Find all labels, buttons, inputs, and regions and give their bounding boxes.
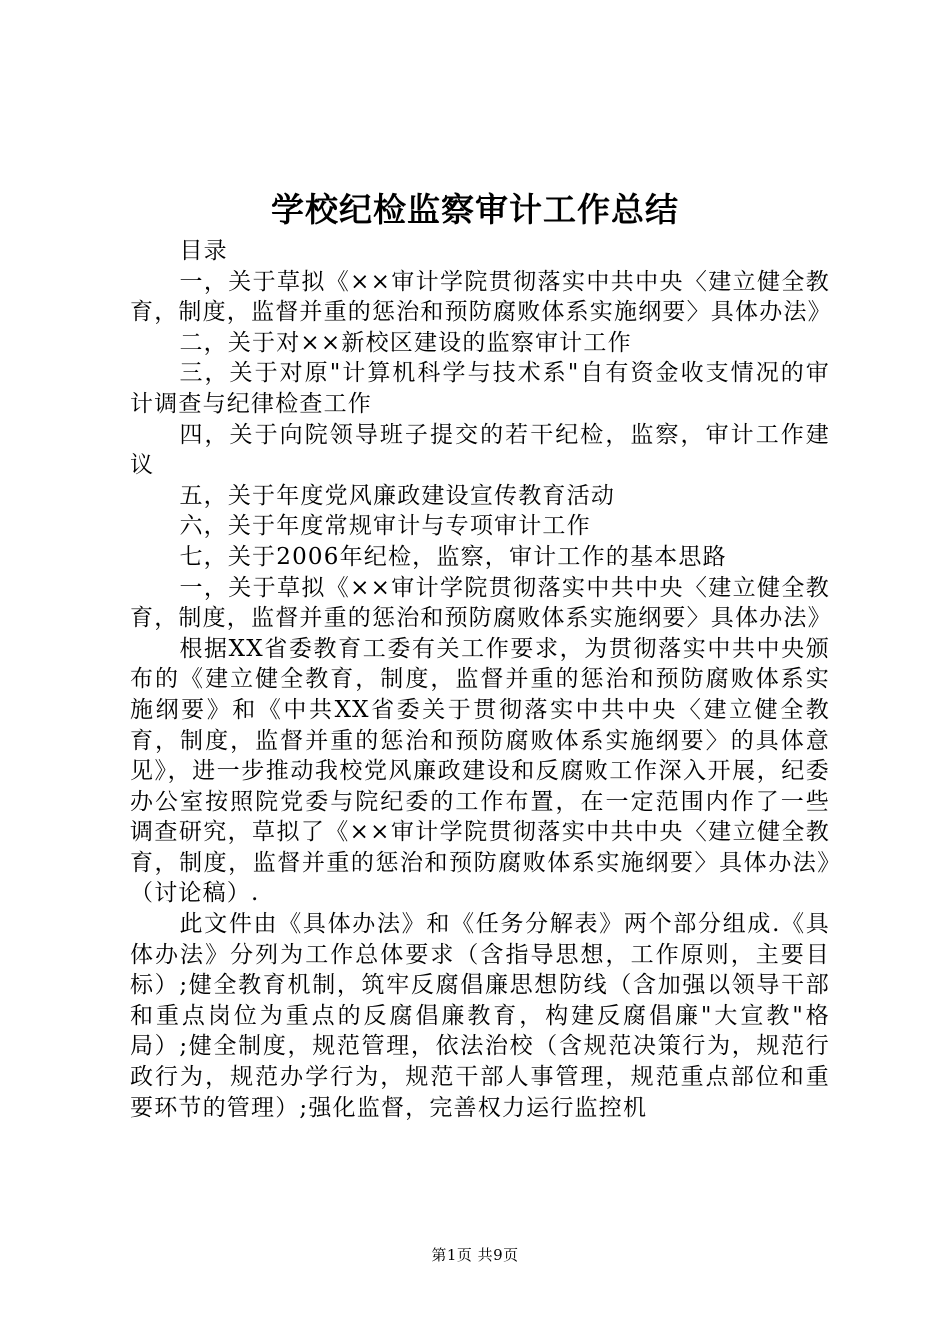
toc-item-5: 五，关于年度党风廉政建设宣传教育活动 bbox=[179, 482, 616, 509]
toc-item-7: 七，关于2006年纪检，监察，审计工作的基本思路 bbox=[179, 543, 727, 570]
toc-heading: 目录 bbox=[179, 238, 228, 264]
page-footer: 第1页 共9页 bbox=[431, 1246, 519, 1264]
document-title: 学校纪检监察审计工作总结 bbox=[271, 190, 679, 229]
body-paragraph: 此文件由《具体办法》和《任务分解表》两个部分组成.《具体办法》分列为工作总体要求（含指导思想，工作原则，主要目标）;健全教育机制，筑牢反腐倡廉思想防线（含加强以领导干部和重点岗位为重点的反腐倡廉教育，构建反腐倡廉"大宣教"格局）;健全制度，规范管理，依法治校（含规范决策行为，规范行政行为，规范办学行为，规范干部人事管理，规范重点部位和重要环节的管理）;强化监督，完善权力运行监控机 bbox=[130, 911, 830, 1121]
section-heading-1: 一，关于草拟《××审计学院贯彻落实中共中央〈建立健全教育，制度，监督并重的惩治和预防腐败体系实施纲要〉具体办法》 bbox=[130, 574, 832, 632]
toc-item-1: 一，关于草拟《××审计学院贯彻落实中共中央〈建立健全教育，制度，监督并重的惩治和预防腐败体系实施纲要〉具体办法》 bbox=[130, 268, 832, 326]
toc-item-2: 二，关于对××新校区建设的监察审计工作 bbox=[179, 329, 632, 356]
toc-item-3: 三，关于对原"计算机科学与技术系"自有资金收支情况的审计调查与纪律检查工作 bbox=[130, 360, 830, 417]
body-paragraph: 根据XX省委教育工委有关工作要求，为贯彻落实中共中央颁布的《建立健全教育，制度，监督并重的惩治和预防腐败体系实施纲要》和《中共XX省委关于贯彻落实中共中央〈建立健全教育，制度，监督并重的惩治和预防腐败体系实施纲要〉的具体意见》，进一步推动我校党风廉政建设和反腐败工作深入开展，纪委办公室按照院党委与院纪委的工作布置，在一定范围内作了一些调查研究，草拟了《××审计学院贯彻落实中共中央〈建立健全教育，制度，监督并重的惩治和预防腐败体系实施纲要〉具体办法》（讨论稿）. bbox=[130, 635, 830, 907]
toc-item-4: 四，关于向院领导班子提交的若干纪检，监察，审计工作建议 bbox=[130, 421, 830, 479]
document-body bbox=[130, 236, 830, 1123]
toc-item-6: 六，关于年度常规审计与专项审计工作 bbox=[179, 513, 591, 540]
